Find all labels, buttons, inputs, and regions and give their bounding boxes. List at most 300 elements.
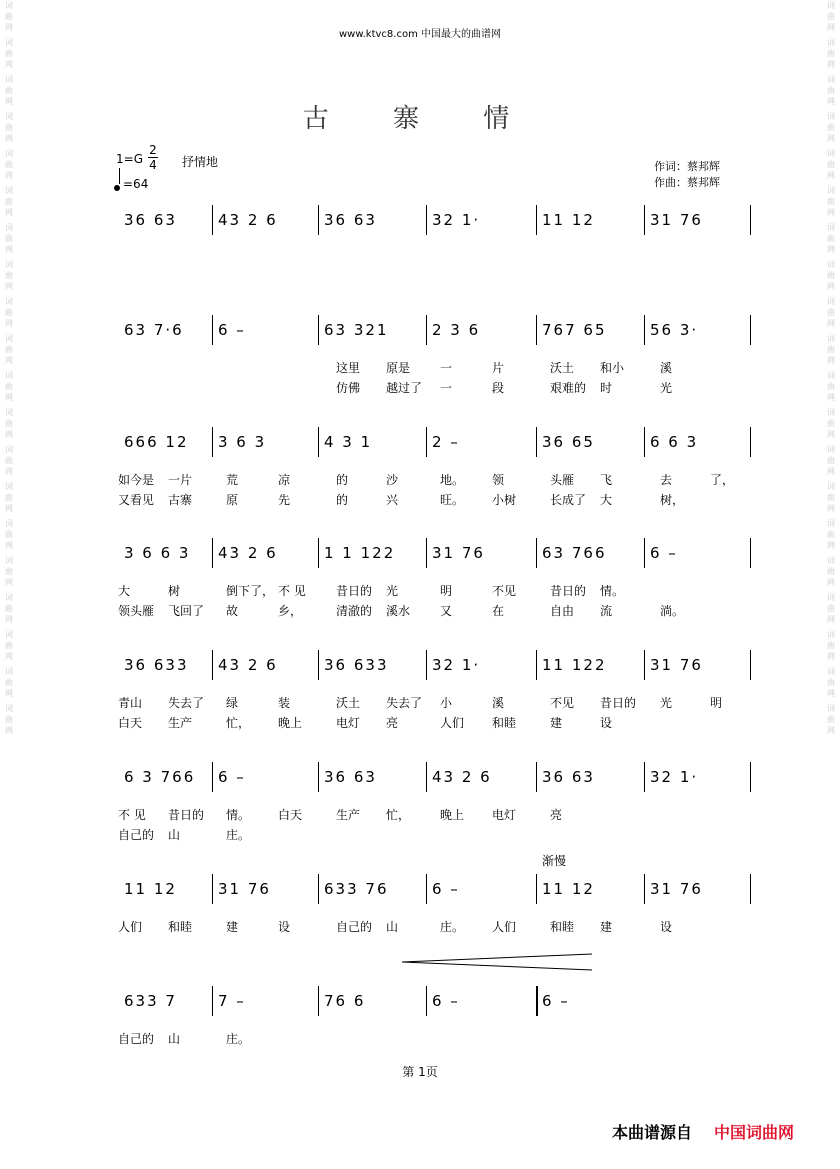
- tempo-change-mark: 渐慢: [542, 854, 567, 868]
- watermark-char: 网: [827, 97, 835, 106]
- lyric-word: 飞: [600, 473, 613, 487]
- measure: 63 321: [324, 321, 389, 339]
- lyric-word: 段: [492, 381, 505, 395]
- barline: [318, 427, 319, 457]
- score-row: [0, 854, 840, 954]
- watermark-char: 网: [5, 134, 13, 143]
- measure: 63 766: [542, 544, 607, 562]
- lyric-word: 庄。: [226, 1032, 251, 1046]
- measure: 76 6: [324, 992, 366, 1010]
- measure: 31 76: [432, 544, 485, 562]
- lyric-word: 昔日的: [600, 696, 637, 710]
- watermark-char: 网: [827, 504, 835, 513]
- lyric-word: 忙，: [386, 808, 411, 822]
- watermark-char: 曲: [827, 308, 835, 317]
- lyric-word: 片: [492, 361, 505, 375]
- watermark-char: 网: [827, 208, 835, 217]
- lyric-word: 去: [660, 473, 673, 487]
- watermark-char: 词: [827, 260, 835, 269]
- page-title: 古 寨 情: [302, 104, 538, 134]
- watermark-char: 词: [827, 1, 835, 10]
- measure: 6 –: [432, 992, 460, 1010]
- measure: 63 7·6: [124, 321, 184, 339]
- time-signature-bottom: 4: [149, 158, 157, 172]
- lyric-word: 越过了: [386, 381, 423, 395]
- barline: [212, 205, 213, 235]
- watermark-char: 词: [5, 149, 13, 158]
- watermark-char: 词: [827, 371, 835, 380]
- lyric-word: 地。: [440, 473, 465, 487]
- watermark-char: 词: [5, 1, 13, 10]
- measure: 43 2 6: [432, 768, 492, 786]
- barline: [644, 650, 645, 680]
- watermark-char: 词: [5, 223, 13, 232]
- lyric-word: 不见: [492, 584, 517, 598]
- watermark-char: 曲: [827, 197, 835, 206]
- measure: 43 2 6: [218, 211, 278, 229]
- lyric-word: 昔日的: [168, 808, 205, 822]
- measure: 11 12: [542, 211, 595, 229]
- watermark-char: 词: [5, 630, 13, 639]
- measure: 4 3 1: [324, 433, 373, 451]
- watermark-char: 词: [5, 297, 13, 306]
- lyric-word: 白天: [118, 716, 143, 730]
- watermark-char: 网: [827, 245, 835, 254]
- lyric-word: 在: [492, 604, 505, 618]
- barline: [318, 205, 319, 235]
- watermark-char: 网: [5, 541, 13, 550]
- decrescendo-mark: [402, 952, 592, 972]
- barline: [750, 874, 751, 904]
- watermark-char: 网: [827, 393, 835, 402]
- lyric-word: 明: [440, 584, 453, 598]
- measure: 6 –: [218, 768, 246, 786]
- watermark-char: 词: [5, 112, 13, 121]
- watermark-char: 网: [827, 171, 835, 180]
- lyric-word: 兴: [386, 493, 399, 507]
- measure: 6 –: [542, 992, 570, 1010]
- tempo-value: =64: [123, 177, 149, 191]
- lyric-word: 原是: [386, 361, 411, 375]
- lyric-word: 白天: [278, 808, 303, 822]
- watermark-char: 词: [827, 445, 835, 454]
- lyric-word: 失去了: [168, 696, 205, 710]
- measure: 31 76: [650, 211, 703, 229]
- watermark-char: 曲: [827, 493, 835, 502]
- watermark-char: 曲: [827, 86, 835, 95]
- lyric-word: 昔日的: [550, 584, 587, 598]
- lyric-word: 光: [660, 381, 673, 395]
- watermark-char: 曲: [5, 678, 13, 687]
- measure: 32 1·: [650, 768, 699, 786]
- watermark-char: 网: [5, 282, 13, 291]
- lyric-word: 庄。: [440, 920, 465, 934]
- watermark-char: 曲: [5, 419, 13, 428]
- watermark-char: 词: [827, 223, 835, 232]
- watermark-char: 曲: [5, 49, 13, 58]
- watermark-char: 曲: [5, 345, 13, 354]
- lyric-word: 明: [710, 696, 723, 710]
- barline: [750, 205, 751, 235]
- barline: [318, 650, 319, 680]
- watermark-char: 网: [827, 467, 835, 476]
- measure: 6 6 3: [650, 433, 699, 451]
- watermark-char: 词: [827, 519, 835, 528]
- lyric-word: 的: [336, 473, 349, 487]
- score-row: [0, 315, 840, 395]
- watermark-char: 网: [5, 615, 13, 624]
- measure: 56 3·: [650, 321, 699, 339]
- measure: 32 1·: [432, 211, 481, 229]
- barline: [536, 538, 537, 568]
- watermark-char: 词: [827, 334, 835, 343]
- measure: 36 65: [542, 433, 595, 451]
- measure: 7 –: [218, 992, 246, 1010]
- watermark-char: 曲: [827, 12, 835, 21]
- watermark-char: 曲: [827, 641, 835, 650]
- watermark-char: 词: [5, 186, 13, 195]
- barline: [426, 762, 427, 792]
- barline: [750, 538, 751, 568]
- watermark-char: 网: [827, 319, 835, 328]
- measure: 6 –: [432, 880, 460, 898]
- lyric-word: 倒下了，: [226, 584, 275, 598]
- lyric-word: 如今是: [118, 473, 155, 487]
- measure: 36 633: [124, 656, 189, 674]
- barline: [212, 762, 213, 792]
- time-signature: [148, 143, 158, 172]
- lyric-word: 故: [226, 604, 239, 618]
- lyric-word: 先: [278, 493, 291, 507]
- lyric-word: 时: [600, 381, 613, 395]
- watermark-char: 网: [5, 652, 13, 661]
- lyric-word: 的: [336, 493, 349, 507]
- lyric-word: 又: [440, 604, 453, 618]
- header-url: www.ktvc8.com 中国最大的曲谱网: [338, 29, 501, 40]
- watermark-char: 曲: [827, 123, 835, 132]
- barline: [426, 427, 427, 457]
- watermark-char: 词: [827, 630, 835, 639]
- watermark-char: 网: [827, 615, 835, 624]
- lyric-word: 设: [660, 920, 673, 934]
- barline: [318, 762, 319, 792]
- watermark-char: 曲: [5, 12, 13, 21]
- watermark-char: 词: [5, 38, 13, 47]
- lyric-word: 淌。: [660, 604, 685, 618]
- lyric-word: 人们: [492, 920, 517, 934]
- barline: [426, 986, 427, 1016]
- barline: [212, 427, 213, 457]
- lyric-word: 一片: [168, 473, 193, 487]
- watermark-char: 词: [827, 75, 835, 84]
- watermark-char: 曲: [827, 345, 835, 354]
- watermark-char: 曲: [827, 382, 835, 391]
- score-row: [0, 427, 840, 507]
- lyric-word: 失去了: [386, 696, 423, 710]
- barline: [212, 315, 213, 345]
- watermark-char: 词: [5, 371, 13, 380]
- lyric-word: 沙: [386, 473, 399, 487]
- barline: [536, 986, 538, 1016]
- lyric-word: 忙，: [226, 716, 251, 730]
- watermark-char: 曲: [827, 456, 835, 465]
- watermark-char: 曲: [5, 123, 13, 132]
- watermark-char: 词: [5, 408, 13, 417]
- lyric-word: 一: [440, 381, 453, 395]
- watermark-char: 网: [5, 578, 13, 587]
- watermark-char: 词: [827, 593, 835, 602]
- watermark-char: 曲: [5, 493, 13, 502]
- lyric-word: 了，: [710, 473, 735, 487]
- watermark-char: 曲: [827, 49, 835, 58]
- watermark-char: 曲: [5, 160, 13, 169]
- lyric-word: 和睦: [550, 920, 575, 934]
- watermark-char: 词: [827, 297, 835, 306]
- lyric-word: 一: [440, 361, 453, 375]
- score-row: [0, 205, 840, 285]
- measure: 6 –: [650, 544, 678, 562]
- lyric-word: 飞回了: [168, 604, 205, 618]
- watermark-char: 曲: [5, 530, 13, 539]
- barline: [426, 538, 427, 568]
- score-row: [0, 762, 840, 842]
- watermark-char: 词: [827, 408, 835, 417]
- barline: [644, 427, 645, 457]
- lyric-word: 山: [168, 828, 181, 842]
- watermark-char: 词: [5, 482, 13, 491]
- lyric-word: 设: [278, 920, 291, 934]
- barline: [318, 986, 319, 1016]
- lyric-word: 头雁: [550, 473, 575, 487]
- watermark-char: 网: [827, 652, 835, 661]
- lyric-word: 溪: [660, 361, 673, 375]
- source-brand: 中国词曲网: [714, 1123, 795, 1142]
- lyric-word: 人们: [118, 920, 143, 934]
- lyric-word: 人们: [440, 716, 465, 730]
- watermark-char: 曲: [827, 715, 835, 724]
- lyric-word: 古寨: [168, 493, 193, 507]
- barline: [750, 650, 751, 680]
- measure: 43 2 6: [218, 656, 278, 674]
- measure: 633 76: [324, 880, 389, 898]
- barline: [536, 205, 537, 235]
- watermark-char: 曲: [827, 604, 835, 613]
- lyric-word: 又看见: [118, 493, 155, 507]
- watermark-char: 词: [5, 519, 13, 528]
- lyric-word: 自己的: [118, 828, 155, 842]
- lyric-word: 长成了: [550, 493, 587, 507]
- lyricist: 作词：蔡邦辉: [654, 160, 720, 173]
- lyric-word: 晚上: [278, 716, 303, 730]
- watermark-char: 曲: [5, 234, 13, 243]
- watermark-char: 词: [827, 112, 835, 121]
- watermark-char: 网: [5, 726, 13, 735]
- watermark-char: 曲: [5, 715, 13, 724]
- watermark-char: 曲: [827, 530, 835, 539]
- watermark-char: 网: [827, 134, 835, 143]
- watermark-char: 网: [827, 726, 835, 735]
- lyric-word: 电灯: [336, 716, 361, 730]
- watermark-char: 词: [5, 556, 13, 565]
- barline: [644, 315, 645, 345]
- measure: 32 1·: [432, 656, 481, 674]
- lyric-word: 绿: [226, 696, 239, 710]
- barline: [318, 874, 319, 904]
- watermark-char: 网: [827, 689, 835, 698]
- watermark-char: 网: [827, 541, 835, 550]
- watermark-char: 词: [5, 704, 13, 713]
- measure: 6 –: [218, 321, 246, 339]
- watermark-char: 网: [5, 60, 13, 69]
- measure: 767 65: [542, 321, 607, 339]
- watermark-char: 词: [827, 482, 835, 491]
- watermark-char: 曲: [5, 641, 13, 650]
- watermark-char: 曲: [5, 567, 13, 576]
- measure: 31 76: [650, 656, 703, 674]
- barline: [212, 986, 213, 1016]
- barline: [318, 538, 319, 568]
- key-signature: 1=G: [116, 152, 143, 166]
- lyric-word: 清澈的: [336, 604, 373, 618]
- watermark-char: 网: [5, 97, 13, 106]
- measure: 36 63: [324, 211, 377, 229]
- lyric-word: 山: [168, 1032, 181, 1046]
- barline: [536, 874, 537, 904]
- watermark-char: 曲: [827, 419, 835, 428]
- lyric-word: 旺。: [440, 493, 465, 507]
- composer: 作曲：蔡邦辉: [654, 176, 720, 189]
- lyric-word: 仿佛: [336, 381, 361, 395]
- lyric-word: 溪水: [386, 604, 411, 618]
- watermark-char: 词: [827, 704, 835, 713]
- lyric-word: 庄。: [226, 828, 251, 842]
- watermark-char: 词: [827, 556, 835, 565]
- lyric-word: 这里: [336, 361, 361, 375]
- lyric-word: 建: [600, 920, 613, 934]
- lyric-word: 电灯: [492, 808, 517, 822]
- score-row: [0, 986, 840, 1066]
- barline: [426, 205, 427, 235]
- measure: 36 63: [124, 211, 177, 229]
- lyric-word: 晚上: [440, 808, 465, 822]
- watermark-char: 网: [5, 393, 13, 402]
- watermark-char: 曲: [827, 160, 835, 169]
- measure: 2 –: [432, 433, 460, 451]
- watermark-char: 词: [5, 667, 13, 676]
- measure: 43 2 6: [218, 544, 278, 562]
- lyric-word: 和睦: [168, 920, 193, 934]
- time-signature-top: 2: [149, 143, 157, 157]
- measure: 11 12: [542, 880, 595, 898]
- tempo-marking: [114, 172, 148, 191]
- watermark-group: [825, 37, 837, 70]
- lyric-word: 领头雁: [118, 604, 155, 618]
- measure: 31 76: [218, 880, 271, 898]
- barline: [536, 762, 537, 792]
- lyric-word: 树，: [660, 493, 685, 507]
- watermark-group: [825, 148, 837, 181]
- lyric-word: 亮: [386, 716, 399, 730]
- watermark-char: 网: [5, 319, 13, 328]
- lyric-word: 荒: [226, 473, 239, 487]
- watermark-char: 词: [5, 445, 13, 454]
- barline: [536, 427, 537, 457]
- measure: 6 3 766: [124, 768, 196, 786]
- watermark-char: 曲: [5, 271, 13, 280]
- measure: 2 3 6: [432, 321, 481, 339]
- watermark-char: 网: [5, 208, 13, 217]
- measure: 36 63: [324, 768, 377, 786]
- source-credit: [612, 1120, 794, 1143]
- lyric-word: 不 见: [278, 584, 306, 598]
- credits: [654, 159, 720, 191]
- measure: 3 6 6 3: [124, 544, 191, 562]
- source-label: 本曲谱源自: [612, 1123, 693, 1142]
- watermark-char: 词: [5, 334, 13, 343]
- lyric-word: 小: [440, 696, 453, 710]
- watermark-char: 词: [827, 38, 835, 47]
- lyric-word: 设: [600, 716, 613, 730]
- lyric-word: 自己的: [118, 1032, 155, 1046]
- measure: 31 76: [650, 880, 703, 898]
- mood-marking: 抒情地: [182, 155, 219, 169]
- page-number: 第 1页: [402, 1065, 438, 1079]
- measure: 1 1 122: [324, 544, 396, 562]
- barline: [426, 315, 427, 345]
- lyric-word: 和小: [600, 361, 625, 375]
- lyric-word: 和睦: [492, 716, 517, 730]
- watermark-char: 词: [827, 186, 835, 195]
- measure: 666 12: [124, 433, 189, 451]
- lyric-word: 装: [278, 696, 291, 710]
- lyric-word: 流: [600, 604, 613, 618]
- watermark-char: 曲: [5, 456, 13, 465]
- watermark-char: 曲: [5, 308, 13, 317]
- watermark-char: 曲: [827, 678, 835, 687]
- lyric-word: 艰难的: [550, 381, 587, 395]
- score-row: [0, 650, 840, 730]
- watermark-char: 网: [827, 60, 835, 69]
- watermark-char: 词: [5, 75, 13, 84]
- lyric-word: 生产: [336, 808, 361, 822]
- watermark-group: [3, 37, 15, 70]
- barline: [644, 205, 645, 235]
- lyric-word: 光: [660, 696, 673, 710]
- lyric-word: 不见: [550, 696, 575, 710]
- lyric-word: 小树: [492, 493, 517, 507]
- lyric-word: 建: [550, 716, 563, 730]
- lyric-word: 自己的: [336, 920, 373, 934]
- watermark-char: 词: [5, 593, 13, 602]
- watermark-char: 词: [827, 667, 835, 676]
- lyric-word: 沃土: [550, 361, 575, 375]
- watermark-char: 网: [5, 245, 13, 254]
- barline: [644, 538, 645, 568]
- barline: [644, 874, 645, 904]
- lyric-word: 不 见: [118, 808, 146, 822]
- watermark-char: 词: [5, 260, 13, 269]
- watermark-char: 网: [827, 23, 835, 32]
- lyric-word: 树: [168, 584, 181, 598]
- watermark-group: [3, 148, 15, 181]
- lyric-word: 乡，: [278, 604, 303, 618]
- watermark-char: 网: [827, 578, 835, 587]
- watermark-char: 曲: [5, 86, 13, 95]
- watermark-char: 网: [5, 504, 13, 513]
- lyric-word: 溪: [492, 696, 505, 710]
- lyric-word: 建: [226, 920, 239, 934]
- watermark-char: 曲: [827, 234, 835, 243]
